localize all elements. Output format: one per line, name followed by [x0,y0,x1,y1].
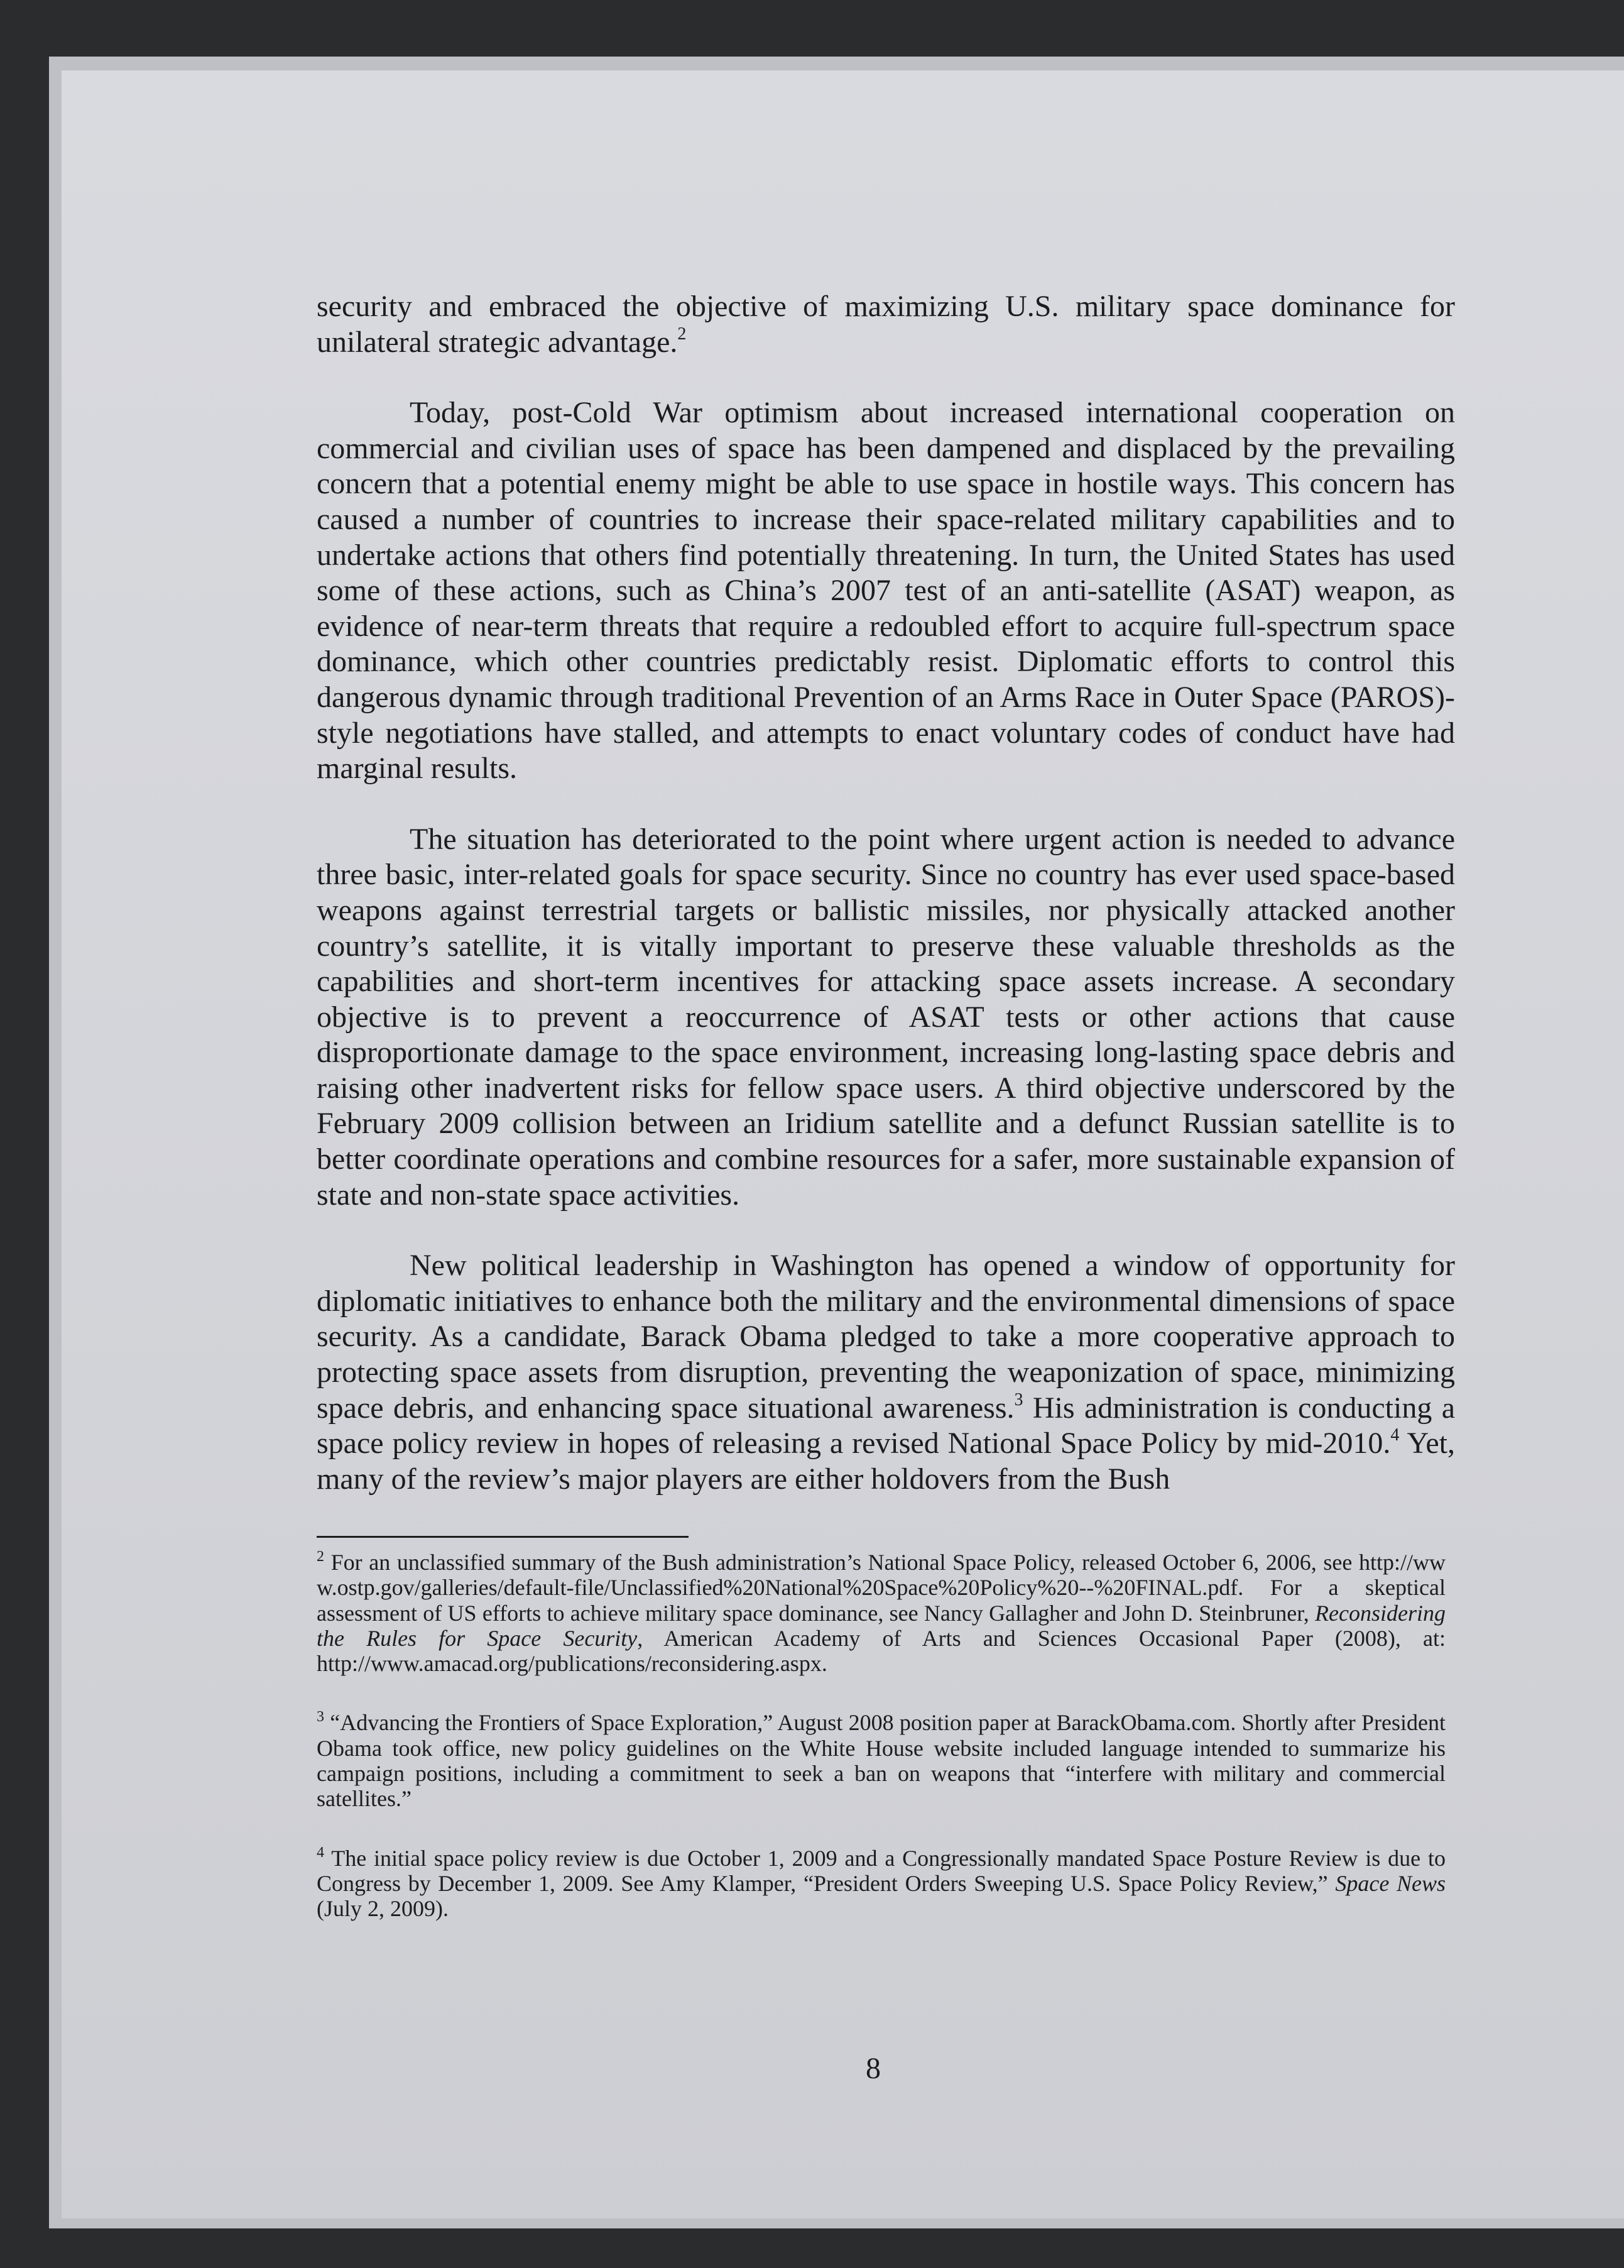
citation-title: Space News [1335,1870,1446,1896]
footnote-url: http://www.ostp.gov/galleries/default-file/Unclassified%20National%20Space%20Policy%20--%20FINAL.pdf. [317,1550,1446,1601]
footnote-4 [317,1846,1446,1922]
footnote-separator [317,1536,689,1538]
paragraph-today [317,395,1455,787]
paragraph-leadership [317,1248,1455,1497]
citation-title: Reconsidering the Rules for Space Security [317,1600,1446,1651]
text-run: , American Academy of Arts and Sciences Occasional Paper (2008), at: http://www.amacad.org/publications/reconsidering.aspx. [317,1625,1446,1677]
footnote-marker: 4 [317,1844,324,1861]
body-text [317,289,1455,1532]
text-run: “Advancing the Frontiers of Space Exploration,” August 2008 position paper at BarackObama.com. Shortly after President Obama took office, new policy guidelines on the White House website included language intended to summarize his campaign positions, including a commitment to seek a ban on weapons that “interfere with military and commercial satellites.” [317,1710,1446,1812]
paragraph-continuation [317,289,1455,360]
text-run: The situation has deteriorated to the point where urgent action is needed to advance three basic, inter-related goals for space security. Since no country has ever used space-based weapons against terrestrial targets or ballistic missiles, nor physically attacked another country’s satellite, it is vitally important to preserve these valuable thresholds as the capabilities and short-term incentives for attacking space assets increase. A secondary objective is to prevent a reoccurrence of ASAT tests or other actions that cause disproportionate damage to the space environment, increasing long-lasting space debris and raising other inadvertent risks for fellow space users. A third objective underscored by the February 2009 collision between an Iridium satellite and a defunct Russian satellite is to better coordinate operations and combine resources for a safer, more sustainable expansion of state and non-state space activities. [317,822,1455,1212]
text-run: For an unclassified summary of the Bush administration’s National Space Policy, released October 6, 2006, see [324,1550,1359,1575]
text-run: For a skeptical assessment of US efforts to achieve military space dominance, see Nancy Gallagher and John D. Steinbruner, [317,1575,1446,1626]
footnote-ref-4: 4 [1390,1425,1400,1445]
text-run: security and embraced the objective of maximizing U.S. military space dominance for unilateral strategic advantage. [317,290,1455,359]
footnote-ref-2: 2 [677,324,687,344]
text-run: (July 2, 2009). [317,1896,449,1922]
text-run: The initial space policy review is due October 1, 2009 and a Congressionally mandated Space Posture Review is due to Congress by December 1, 2009. See Amy Klamper, “President Orders Sweeping U.S. Space Policy Review,” [317,1845,1446,1896]
footnote-3 [317,1710,1446,1811]
paragraph-situation [317,822,1455,1213]
footnotes [317,1550,1446,1956]
footnote-2 [317,1550,1446,1676]
footnote-marker: 2 [317,1548,324,1565]
text-run: Yet, many of the review’s major players are either holdovers from the Bush [317,1427,1455,1496]
text-run: New political leadership in Washington has opened a window of opportunity for diplomatic initiatives to enhance both the military and the environmental dimensions of space security. As a candidate, Barack Obama pledged to take a more cooperative approach to protecting space assets from disruption, preventing the weaponization of space, minimizing space debris, and enhancing space situational awareness. [317,1249,1455,1425]
text-run: His administration is conducting a space policy review in hopes of releasing a revised National Space Policy by mid-2010. [317,1391,1455,1460]
footnote-marker: 3 [317,1709,324,1726]
text-run: Today, post-Cold War optimism about increased international cooperation on commercial and civilian uses of space has been dampened and displaced by the prevailing concern that a potential enemy might be able to use space in hostile ways. This concern has caused a number of countries to increase their space-related military capabilities and to undertake actions that others find potentially threatening. In turn, the United States has used some of these actions, such as China’s 2007 test of an anti-satellite (ASAT) weapon, as evidence of near-term threats that require a redoubled effort to acquire full-spectrum space dominance, which other countries predictably resist. Diplomatic efforts to control this dangerous dynamic through traditional Prevention of an Arms Race in Outer Space (PAROS)-style negotiations have stalled, and attempts to enact voluntary codes of conduct have had marginal results. [317,396,1455,786]
page-number: 8 [866,2052,881,2085]
footnote-ref-3: 3 [1014,1389,1023,1410]
